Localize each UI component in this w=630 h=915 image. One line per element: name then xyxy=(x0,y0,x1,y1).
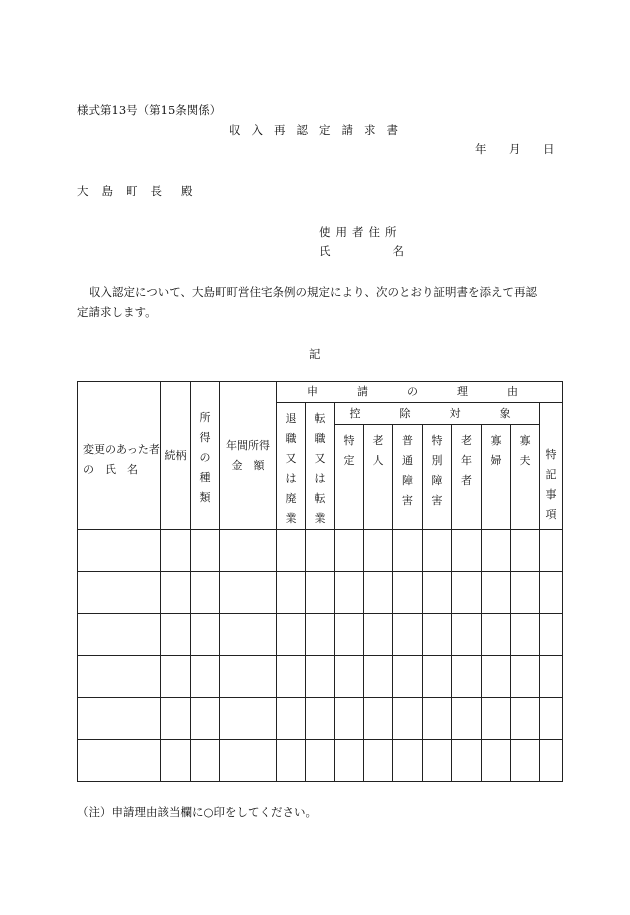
table-cell[interactable] xyxy=(482,698,511,740)
table-cell[interactable] xyxy=(277,698,306,740)
table-cell[interactable] xyxy=(78,572,161,614)
table-cell[interactable] xyxy=(511,614,540,656)
table-cell[interactable] xyxy=(393,614,423,656)
user-name-label: 氏名 xyxy=(319,244,466,258)
col-retire-text: 退職又は廃業 xyxy=(285,412,297,525)
table-cell[interactable] xyxy=(364,614,393,656)
table-row xyxy=(78,740,563,782)
table-cell[interactable] xyxy=(452,740,482,782)
col-elder-person-text: 老年者 xyxy=(461,434,472,488)
table-row xyxy=(78,698,563,740)
col-transfer-header xyxy=(306,403,335,530)
col-retire-header xyxy=(277,403,306,530)
table-cell[interactable] xyxy=(306,572,335,614)
col-widower-text: 寡夫 xyxy=(519,434,531,468)
col-specific-header xyxy=(335,425,364,530)
col-special-disability-text: 特別障害 xyxy=(431,434,443,508)
col-notes-text: 特記事項 xyxy=(545,448,557,521)
table-cell[interactable] xyxy=(220,530,277,572)
table-cell[interactable] xyxy=(191,698,220,740)
table-cell[interactable] xyxy=(161,740,191,782)
table-cell[interactable] xyxy=(78,530,161,572)
table-cell[interactable] xyxy=(191,740,220,782)
ki-heading: 記 xyxy=(309,347,321,361)
table-row xyxy=(78,572,563,614)
request-table xyxy=(77,381,563,782)
table-cell[interactable] xyxy=(423,530,452,572)
table-cell[interactable] xyxy=(393,740,423,782)
table-cell[interactable] xyxy=(277,656,306,698)
table-cell[interactable] xyxy=(540,698,563,740)
table-cell[interactable] xyxy=(306,698,335,740)
col-widow-text: 寡婦 xyxy=(490,434,502,468)
col-annual-income-header xyxy=(220,382,277,530)
table-cell[interactable] xyxy=(277,530,306,572)
col-specific-text: 特定 xyxy=(343,434,355,468)
table-cell[interactable] xyxy=(78,656,161,698)
table-cell[interactable] xyxy=(482,740,511,782)
table-cell[interactable] xyxy=(452,572,482,614)
table-cell[interactable] xyxy=(482,614,511,656)
table-cell[interactable] xyxy=(452,530,482,572)
body-text-line2: 定請求します。 xyxy=(77,305,157,319)
table-cell[interactable] xyxy=(393,656,423,698)
col-name-line1: 変更のあった者 xyxy=(83,442,160,456)
table-cell[interactable] xyxy=(220,698,277,740)
col-annual-income-line2: 金 額 xyxy=(231,458,265,472)
table-cell[interactable] xyxy=(78,614,161,656)
table-cell[interactable] xyxy=(335,614,364,656)
table-cell[interactable] xyxy=(393,572,423,614)
table-cell[interactable] xyxy=(220,740,277,782)
table-cell[interactable] xyxy=(364,656,393,698)
col-relation-header: 続柄 xyxy=(161,382,191,530)
table-cell[interactable] xyxy=(161,614,191,656)
table-cell[interactable] xyxy=(161,656,191,698)
addressee: 大島町長 xyxy=(77,184,175,198)
table-cell[interactable] xyxy=(161,572,191,614)
table-row xyxy=(78,530,563,572)
table-cell[interactable] xyxy=(277,740,306,782)
table-cell[interactable] xyxy=(540,656,563,698)
table-cell[interactable] xyxy=(306,740,335,782)
col-elder-person-header xyxy=(452,425,482,530)
table-cell[interactable] xyxy=(364,572,393,614)
table-cell[interactable] xyxy=(423,614,452,656)
table-cell[interactable] xyxy=(393,698,423,740)
table-cell[interactable] xyxy=(220,614,277,656)
table-cell[interactable] xyxy=(511,740,540,782)
col-name-line2: の 氏 名 xyxy=(83,462,138,476)
date-day: 日 xyxy=(543,142,555,156)
table-cell[interactable] xyxy=(540,614,563,656)
table-cell[interactable] xyxy=(335,530,364,572)
table-cell[interactable] xyxy=(191,530,220,572)
col-special-disability-header xyxy=(423,425,452,530)
table-cell[interactable] xyxy=(482,572,511,614)
table-cell[interactable] xyxy=(423,572,452,614)
table-cell[interactable] xyxy=(335,656,364,698)
table-cell[interactable] xyxy=(335,698,364,740)
table-cell[interactable] xyxy=(482,656,511,698)
table-cell[interactable] xyxy=(393,530,423,572)
col-elderly-header xyxy=(364,425,393,530)
table-cell[interactable] xyxy=(191,572,220,614)
table-cell[interactable] xyxy=(191,656,220,698)
deduction-header: 控 除 対 象 xyxy=(335,403,540,425)
table-cell[interactable] xyxy=(335,740,364,782)
table-row xyxy=(78,614,563,656)
document-title: 収入再認定請求書 xyxy=(229,123,409,137)
reason-header: 申 請 の 理 由 xyxy=(277,382,563,403)
table-cell[interactable] xyxy=(306,614,335,656)
table-cell[interactable] xyxy=(423,698,452,740)
table-cell[interactable] xyxy=(540,740,563,782)
table-cell[interactable] xyxy=(511,572,540,614)
table-cell[interactable] xyxy=(423,740,452,782)
table-cell[interactable] xyxy=(277,614,306,656)
table-cell[interactable] xyxy=(191,614,220,656)
table-cell[interactable] xyxy=(78,698,161,740)
col-notes-header xyxy=(540,403,563,530)
table-cell[interactable] xyxy=(306,530,335,572)
table-cell[interactable] xyxy=(511,656,540,698)
body-text-line1: 収入認定について、大島町町営住宅条例の規定により、次のとおり証明書を添えて再認 xyxy=(89,285,538,299)
addressee-suffix: 殿 xyxy=(181,184,193,198)
table-cell[interactable] xyxy=(364,698,393,740)
col-name-header xyxy=(78,382,161,530)
table-cell[interactable] xyxy=(423,656,452,698)
user-address-label: 使用者住所 xyxy=(319,225,402,239)
table-cell[interactable] xyxy=(452,698,482,740)
table-cell[interactable] xyxy=(220,572,277,614)
table-row xyxy=(78,656,563,698)
form-number: 様式第13号（第15条関係） xyxy=(77,103,222,117)
table-cell[interactable] xyxy=(540,572,563,614)
table-cell[interactable] xyxy=(161,530,191,572)
col-annual-income-line1: 年間所得 xyxy=(226,438,270,452)
col-widow-header xyxy=(482,425,511,530)
table-cell[interactable] xyxy=(482,530,511,572)
table-cell[interactable] xyxy=(306,656,335,698)
table-cell[interactable] xyxy=(161,698,191,740)
table-cell[interactable] xyxy=(364,530,393,572)
table-cell[interactable] xyxy=(452,656,482,698)
col-elderly-text: 老人 xyxy=(372,434,384,468)
footnote: （注）申請理由該当欄に○印をしてください。 xyxy=(77,805,318,819)
table-cell[interactable] xyxy=(452,614,482,656)
table-cell[interactable] xyxy=(364,740,393,782)
table-cell[interactable] xyxy=(511,698,540,740)
col-ordinary-disability-header xyxy=(393,425,423,530)
col-income-type-header xyxy=(191,382,220,530)
col-income-type-text: 所得の種類 xyxy=(199,411,211,504)
col-ordinary-disability-text: 普通障害 xyxy=(402,434,413,508)
table-cell[interactable] xyxy=(335,572,364,614)
date-year: 年 xyxy=(475,142,487,156)
col-widower-header xyxy=(511,425,540,530)
table-cell[interactable] xyxy=(540,530,563,572)
table-cell[interactable] xyxy=(220,656,277,698)
col-transfer-text: 転職又は転業 xyxy=(314,412,326,525)
date-month: 月 xyxy=(509,142,521,156)
table-cell[interactable] xyxy=(277,572,306,614)
table-cell[interactable] xyxy=(78,740,161,782)
table-cell[interactable] xyxy=(511,530,540,572)
